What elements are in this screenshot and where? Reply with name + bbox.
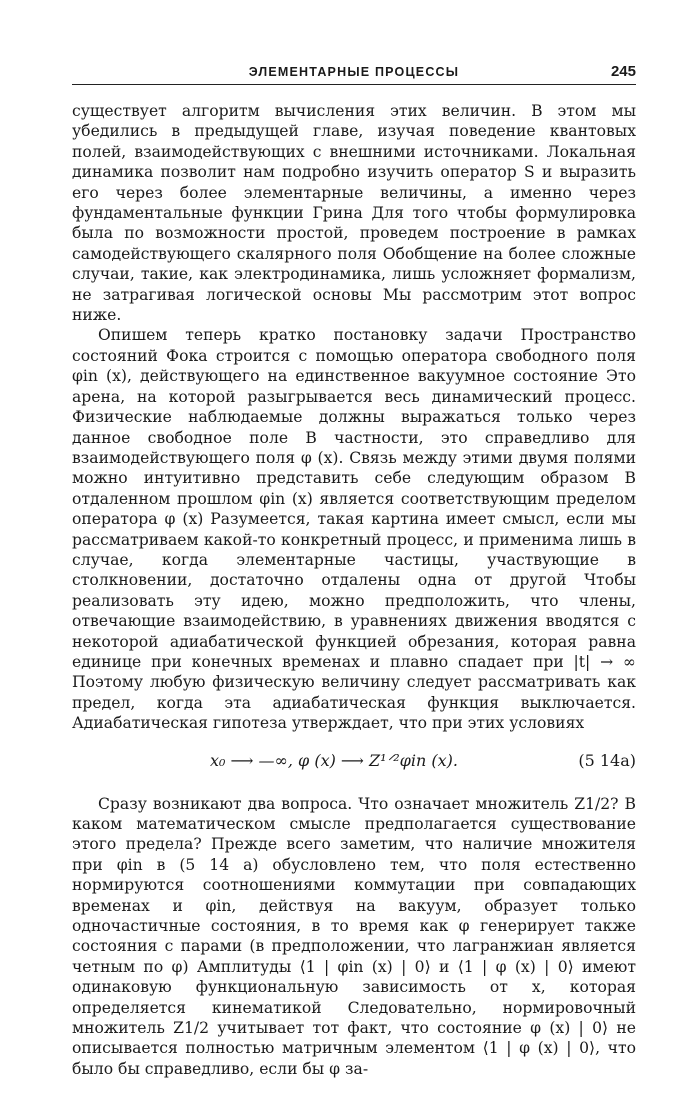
paragraph-2: Опишем теперь кратко постановку задачи Пространство состояний Фока строится с помощью оператора свободного поля φin (x), действующего на единственное вакуумное состояние Это арена, на которой разыгрывается весь динамический процесс. Физические наблюдаемые должны выражаться только через данное свободное поле В частности, это справедливо для взаимодействующего поля φ (x). Связь между этими двумя полями можно интуитивно представить себе следующим образом В отдаленном прошлом φin (x) является соответствующим пределом оператора φ (x) Разумеется, такая картина имеет смысл, если мы рассматриваем какой-то конкретный процесс, и применима лишь в случае, когда элементарные частицы, участвующие в столкновении, достаточно отдалены одна от другой Чтобы реализовать эту идею, можно предположить, что члены, отвечающие взаимодействию, в уравнениях движения вводятся с некоторой адиабатической функцией обрезания, которая равна единице при конечных временах и плавно спадает при |t| → ∞ Поэтому любую физическую величину следует рассматривать как предел, когда эта адиабатическая функция выключается. Адиабатическая гипотеза утверждает, что при этих условиях [72, 326, 636, 733]
equation-expression: x₀ ⟶ —∞, φ (x) ⟶ Z¹ᐟ²φin (x). [210, 750, 458, 770]
document-page [72, 62, 636, 1079]
page-header [72, 62, 636, 85]
equation-5-14a [72, 750, 636, 772]
paragraph-3: Сразу возникают два вопроса. Что означает множитель Z1/2? В каком математическом смысле предполагается существование этого предела? Прежде всего заметим, что наличие множителя при φin в (5 14 а) обусловлено тем, что поля естественно нормируются соотношениями коммутации при совпадающих временах и φin, действуя на вакуум, образует только одночастичные состояния, в то время как φ генерирует также состояния с парами (в предположении, что лагранжиан является четным по φ) Амплитуды ⟨1 | φin (x) | 0⟩ и ⟨1 | φ (x) | 0⟩ имеют одинаковую функциональную зависимость от x, которая определяется кинематикой Следовательно, нормировочный множитель Z1/2 учитывает тот факт, что состояние φ (x) | 0⟩ не описывается полностью матричным элементом ⟨1 | φ (x) | 0⟩, что было бы справедливо, если бы φ за- [72, 794, 636, 1078]
page-number: 245 [610, 63, 636, 80]
body-text [72, 101, 636, 1079]
paragraph-1: существует алгоритм вычисления этих величин. В этом мы убедились в предыдущей главе, изучая поведение квантовых полей, взаимодействующих с внешними источниками. Локальная динамика позволит нам подробно изучить оператор S и выразить его через более элементарные величины, а именно через фундаментальные функции Грина Для того чтобы формулировка была по возможности простой, проведем построение в рамках самодействующего скалярного поля Обобщение на более сложные случаи, такие, как электродинамика, лишь усложняет формализм, не затрагивая логической основы Мы рассмотрим этот вопрос ниже. [72, 102, 636, 325]
running-title: ЭЛЕМЕНТАРНЫЕ ПРОЦЕССЫ [248, 65, 460, 79]
equation-number: (5 14а) [578, 750, 636, 770]
